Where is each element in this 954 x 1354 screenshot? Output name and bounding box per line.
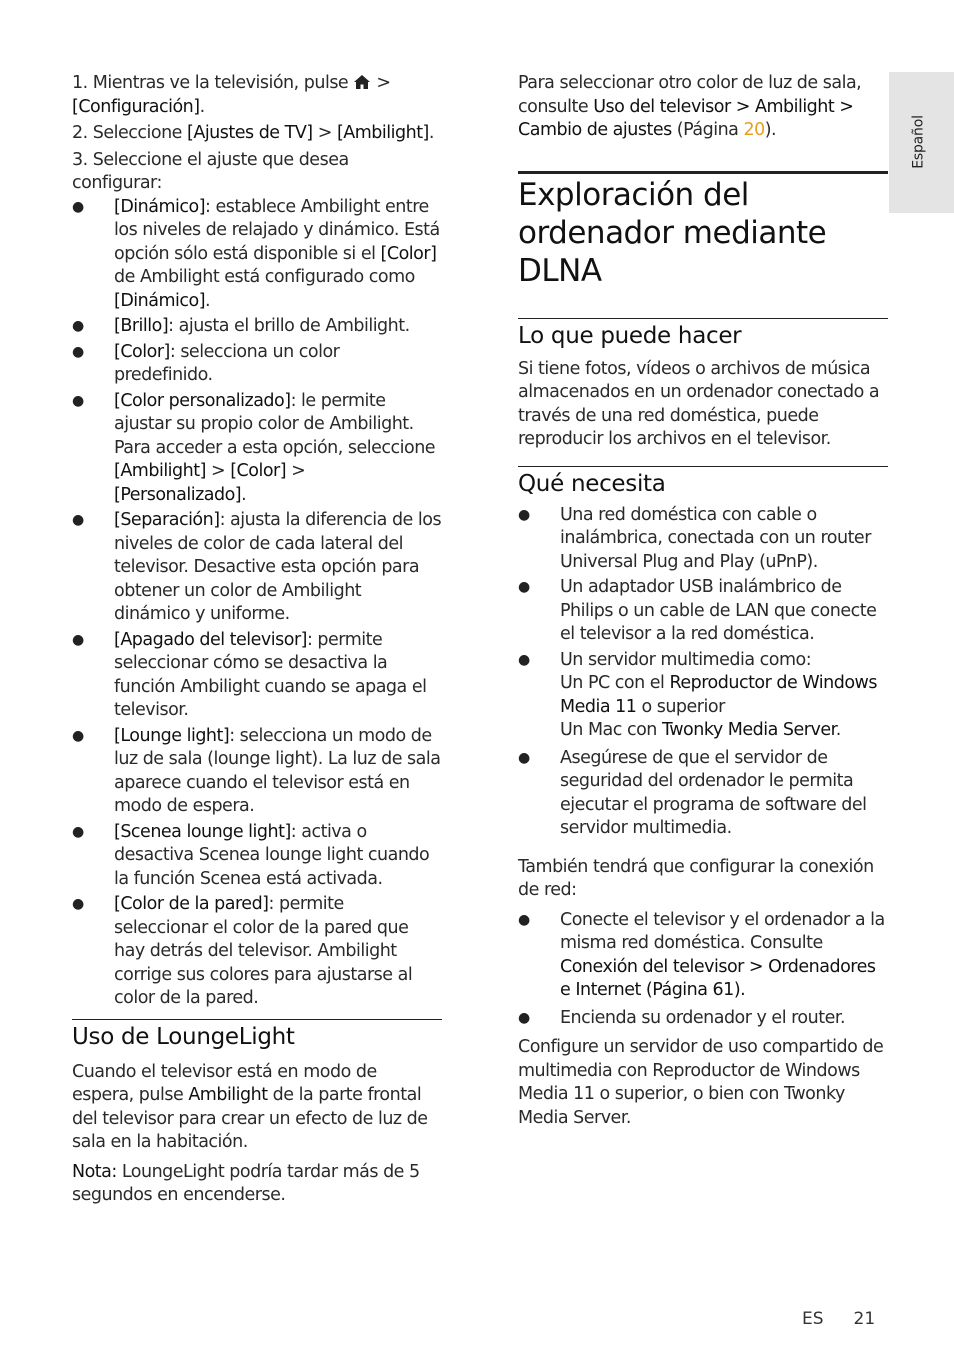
note-label: Nota:	[72, 1161, 117, 1182]
left-column	[72, 72, 442, 1214]
step-3: 3. Seleccione el ajuste que desea configurar:	[72, 149, 349, 193]
bullet-icon: ●	[518, 1009, 530, 1026]
option-desc: : selecciona un color predefinido.	[114, 341, 340, 385]
bullet-icon: ●	[72, 631, 84, 648]
section-title: Uso de LoungeLight	[72, 1023, 295, 1050]
step-2-end: .	[428, 123, 434, 143]
step-2-ambilight: [Ambilight]	[336, 123, 429, 143]
network-steps-list	[518, 909, 888, 1031]
what-you-need-rule	[518, 466, 888, 498]
list-item	[518, 909, 888, 1003]
cross-reference-link[interactable]: Uso del televisor > Ambilight > Cambio de ajustes	[518, 96, 854, 140]
requirement-text: Un servidor multimedia como:	[560, 649, 812, 670]
step-1	[72, 72, 442, 119]
option-term: [Personalizado]	[114, 484, 242, 505]
option-term: [Color de la pared]	[114, 894, 269, 914]
options-list-1	[72, 196, 442, 339]
option-desc: : establece Ambilight entre los niveles de relajado y dinámico. Está opción sólo está disponible si el	[114, 196, 440, 264]
option-term: [Color]	[114, 341, 170, 362]
option-desc: : ajusta la diferencia de los niveles de color de cada lateral del televisor. Desactive esta opción para obtener un color de Ambilight dinámico y uniforme.	[114, 510, 442, 624]
step-1-config: [Configuración]	[72, 96, 200, 117]
home-icon	[353, 74, 371, 90]
option-term: [Color personalizado]	[114, 390, 291, 411]
step-2-tv-settings: [Ajustes de TV]	[187, 123, 313, 143]
list-item	[72, 629, 442, 723]
option-desc: >	[205, 461, 231, 481]
bullet-icon: ●	[72, 392, 84, 409]
option-term: [Apagado del televisor]	[114, 629, 307, 650]
footer-language: ES	[802, 1309, 824, 1329]
bullet-icon: ●	[518, 749, 530, 766]
note-text: LoungeLight podría tardar más de 5 segundos en encenderse.	[72, 1161, 420, 1205]
bullet-icon: ●	[518, 579, 530, 595]
note-paragraph	[72, 1161, 442, 1208]
language-tab	[889, 72, 954, 213]
software-name: Reproductor de Windows Media 11	[560, 673, 877, 717]
lounge-text: Cuando el televisor está en modo de espera, pulse	[72, 1061, 377, 1105]
option-term: [Color]	[380, 243, 437, 264]
option-desc: : activa o desactiva Scenea lounge light cuando la función Scenea está activada.	[114, 821, 430, 889]
software-name: Twonky Media Server	[661, 720, 836, 740]
bullet-icon: ●	[72, 512, 84, 528]
requirement-text: Asegúrese de que el servidor de seguridad del ordenador le permita ejecutar el programa de software del servidor multimedia.	[560, 747, 867, 838]
step-1-sep: >	[376, 73, 391, 93]
requirement-text: Un PC con el	[560, 673, 670, 693]
bullet-icon: ●	[518, 506, 530, 523]
bullet-icon: ●	[72, 896, 84, 912]
list-item	[518, 504, 888, 575]
page-heading: Exploración del ordenador mediante DLNA	[518, 176, 827, 289]
closing-paragraph: Configure un servidor de uso compartido de multimedia con Reproductor de Windows Media 11 o superior, o bien con Twonky Media Server.	[518, 1037, 884, 1128]
option-term: [Scenea lounge light]	[114, 821, 291, 842]
requirement-text: .	[835, 720, 841, 740]
option-desc: de Ambilight está configurado como	[114, 267, 415, 287]
step-1-text: 1. Mientras ve la televisión, pulse	[72, 73, 349, 93]
option-desc: : ajusta el brillo de Ambilight.	[168, 316, 410, 336]
page-footer	[802, 1308, 875, 1332]
intro-text: Para seleccionar otro color de luz de sala, consulte	[518, 73, 862, 117]
step-2-sep: >	[317, 123, 332, 143]
step-2-text: 2. Seleccione	[72, 123, 182, 143]
list-item	[72, 821, 442, 892]
language-tab-label: Español	[910, 115, 927, 169]
list-item	[518, 576, 888, 647]
step-2	[72, 122, 442, 146]
lounge-text: de la parte frontal del televisor para crear un efecto de luz de sala en la habitación.	[72, 1085, 428, 1152]
subheading-what-you-need: Qué necesita	[518, 470, 666, 497]
requirements-list	[518, 504, 888, 841]
option-desc: .	[205, 290, 211, 311]
option-desc: : permite seleccionar cómo se desactiva la función Ambilight cuando se apaga el televisor.	[114, 629, 427, 720]
ambilight-key: Ambilight	[188, 1085, 268, 1105]
list-item	[72, 509, 442, 627]
option-desc: .	[241, 484, 247, 505]
bullet-icon: ●	[72, 343, 84, 360]
network-intro: También tendrá que configurar la conexión de red:	[518, 856, 874, 900]
option-term: [Dinámico]	[114, 196, 206, 217]
right-column	[518, 72, 888, 1136]
list-item	[72, 893, 442, 1011]
list-item	[72, 725, 442, 819]
option-term: [Brillo]	[114, 316, 169, 336]
step-text: Conecte el televisor y el ordenador a la misma red doméstica. Consulte	[560, 909, 885, 953]
what-you-can-do-rule	[518, 318, 888, 350]
page-number: 21	[853, 1309, 876, 1329]
list-item	[72, 341, 442, 388]
requirement-text: Un Mac con	[560, 720, 662, 740]
cross-reference-link[interactable]: Conexión del televisor > Ordenadores e Internet (Página 61).	[560, 956, 876, 1000]
intro-text: (Página	[671, 120, 744, 140]
requirement-text: Un adaptador USB inalámbrico de Philips o un cable de LAN que conecte el televisor a la red doméstica.	[560, 577, 877, 644]
intro-paragraph	[518, 72, 888, 143]
list-item	[72, 196, 442, 314]
bullet-icon: ●	[72, 198, 84, 215]
list-item	[72, 315, 442, 339]
options-list-2	[72, 341, 442, 723]
page-link[interactable]: 20	[743, 120, 765, 140]
bullet-icon: ●	[518, 651, 530, 668]
bullet-icon: ●	[72, 318, 84, 334]
requirement-text: o superior	[636, 696, 725, 717]
bullet-icon: ●	[72, 727, 84, 744]
list-item	[72, 390, 442, 508]
list-item	[518, 747, 888, 841]
list-item	[518, 1007, 888, 1031]
bullet-icon: ●	[72, 823, 84, 840]
intro-text: ).	[764, 120, 777, 140]
option-term: [Dinámico]	[114, 290, 206, 311]
subheading-what-you-can-do: Lo que puede hacer	[518, 322, 742, 349]
option-term: [Separación]	[114, 510, 220, 530]
list-item	[518, 649, 888, 743]
what-you-can-do-text: Si tiene fotos, vídeos o archivos de música almacenados en un ordenador conectado a través de una red doméstica, puede reproducir los archivos en el televisor.	[518, 358, 880, 449]
option-desc: >	[286, 461, 306, 481]
option-desc: : permite seleccionar el color de la pared que hay detrás del televisor. Ambilight corrige sus colores para ajustarse al color de la pared.	[114, 894, 413, 1008]
loungelight-section-rule	[72, 1019, 442, 1051]
dlna-heading-block	[518, 171, 888, 290]
option-term: [Lounge light]	[114, 725, 230, 746]
option-desc: : le permite ajustar su propio color de Ambilight. Para acceder a esta opción, seleccione	[114, 390, 436, 458]
option-term: [Ambilight]	[114, 461, 206, 481]
step-1-end: .	[199, 96, 205, 117]
lounge-paragraph	[72, 1061, 442, 1155]
step-text: Encienda su ordenador y el router.	[560, 1007, 846, 1028]
option-desc: : selecciona un modo de luz de sala (lounge light). La luz de sala aparece cuando el televisor está en modo de espera.	[114, 725, 441, 816]
bullet-icon: ●	[518, 911, 530, 928]
options-list-3	[72, 725, 442, 1011]
requirement-text: Una red doméstica con cable o inalámbrica, conectada con un router Universal Plug and Play (uPnP).	[560, 504, 871, 572]
option-term: [Color]	[230, 461, 287, 481]
